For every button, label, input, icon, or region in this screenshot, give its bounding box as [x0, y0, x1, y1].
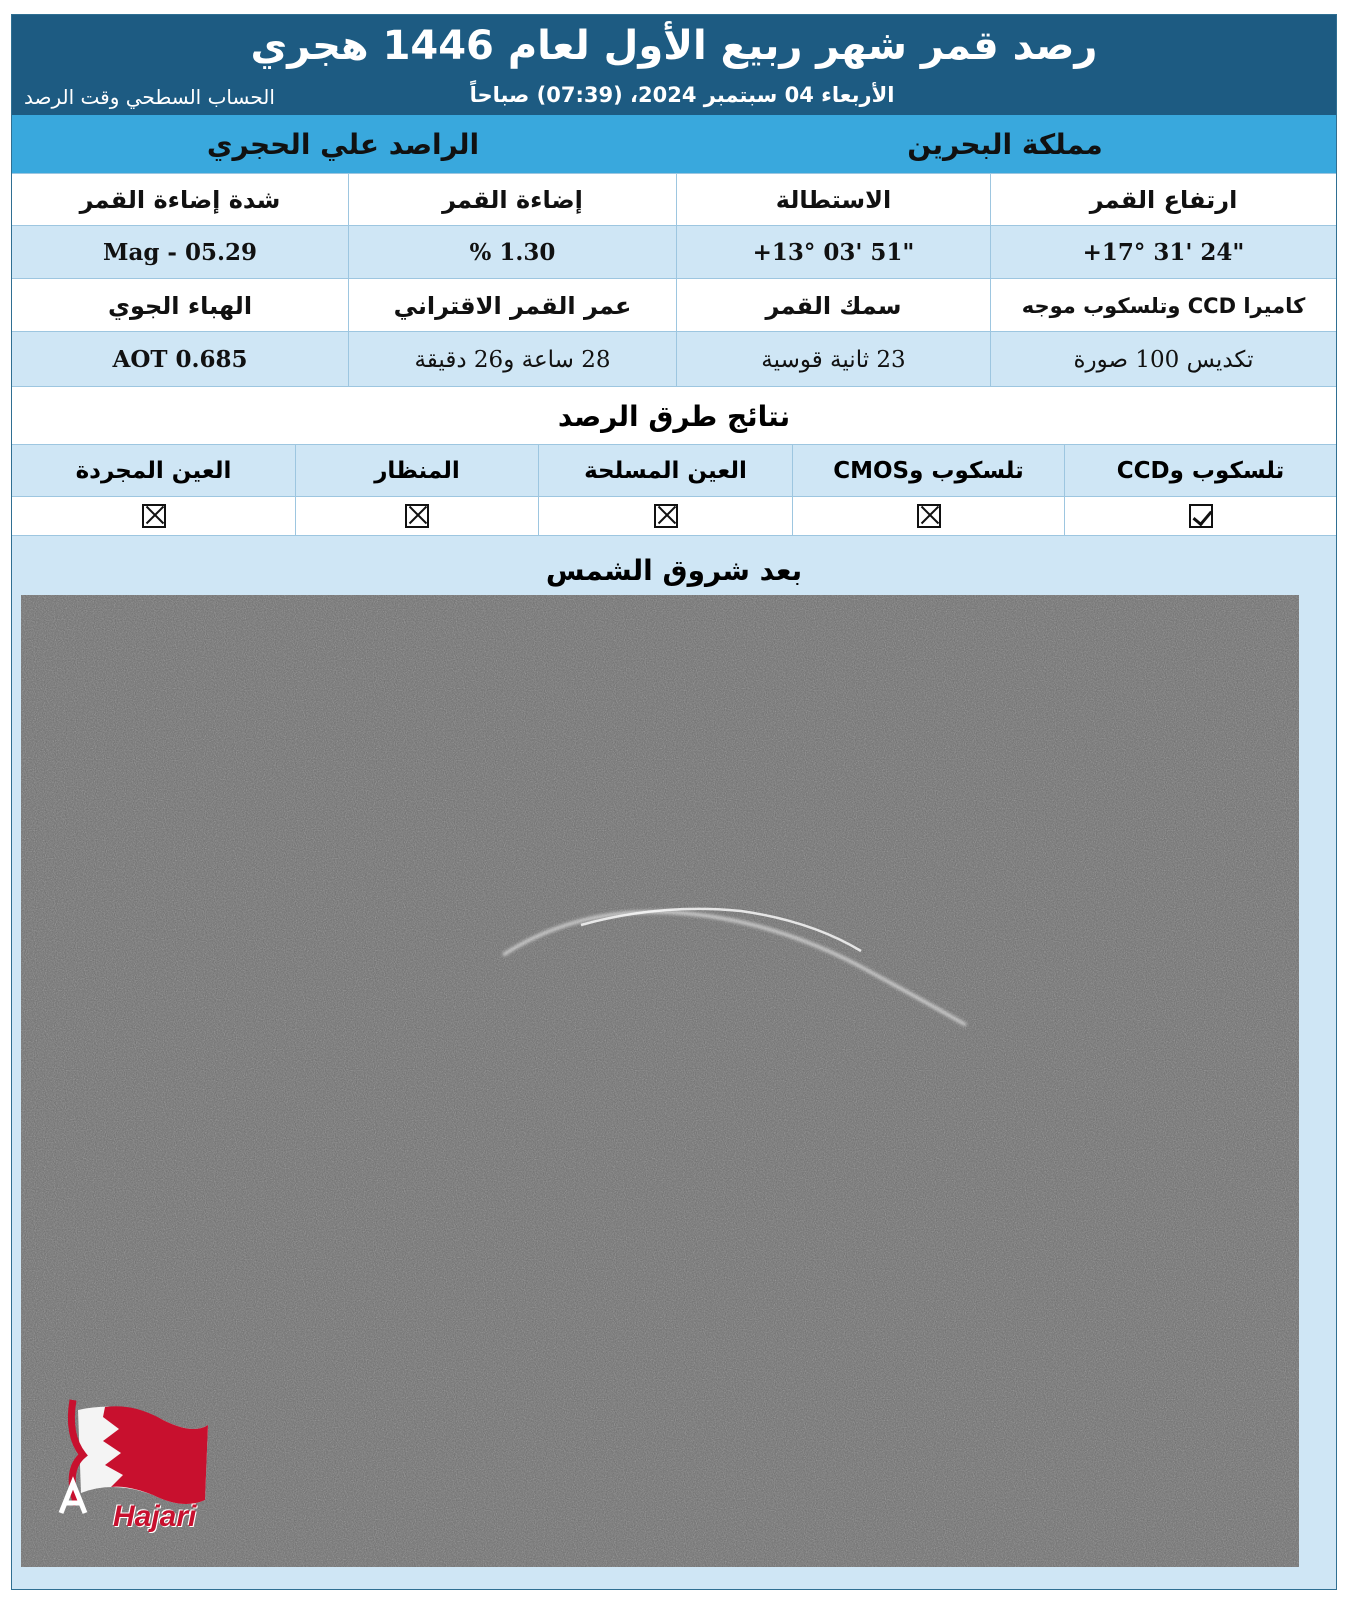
checks-row — [12, 496, 1336, 536]
illumination-header: إضاءة القمر — [348, 174, 676, 226]
stats-value-row-1 — [12, 225, 1336, 279]
method-telescope-ccd: تلسكوب وCCD — [1064, 445, 1336, 497]
stats-header-row-2 — [12, 278, 1336, 332]
checkbox-icon — [917, 504, 941, 528]
calculation-method: الحساب السطحي وقت الرصد — [24, 85, 275, 109]
checkbox-icon — [405, 504, 429, 528]
magnitude-header: شدة إضاءة القمر — [79, 186, 281, 214]
moon-photo — [21, 595, 1299, 1567]
observation-sheet — [11, 14, 1337, 1590]
observer-label: الراصد علي الحجري — [206, 127, 480, 161]
moon-altitude-header: ارتفاع القمر — [990, 174, 1336, 226]
equipment-header: كاميرا CCD وتلسكوب موجه — [990, 279, 1336, 332]
check-aided-eye — [538, 497, 792, 535]
title-bar — [12, 15, 1336, 115]
stats-header-row-1 — [12, 173, 1336, 226]
method-binoculars: المنظار — [295, 445, 538, 497]
stacking-value: تكديس 100 صورة — [990, 332, 1336, 387]
elongation-header: الاستطالة — [676, 174, 990, 226]
results-title: نتائج طرق الرصد — [12, 386, 1336, 445]
checkbox-icon — [1189, 504, 1213, 528]
illumination-value: % 1.30 — [348, 226, 676, 279]
moon-age-header: عمر القمر الاقتراني — [348, 279, 676, 332]
logo-text: Hajari — [113, 1500, 197, 1533]
page-title: رصد قمر شهر ربيع الأول لعام 1446 هجري — [250, 23, 1098, 69]
image-caption: بعد شروق الشمس — [545, 554, 803, 587]
aerosol-header: الهباء الجوي — [107, 291, 253, 320]
location-row — [12, 115, 1336, 173]
thickness-value: 23 ثانية قوسية — [676, 332, 990, 387]
check-telescope-cmos — [792, 497, 1064, 535]
hajari-logo — [43, 1395, 213, 1545]
moon-age-value: 28 ساعة و26 دقيقة — [348, 332, 676, 387]
checkbox-icon — [142, 504, 166, 528]
moon-altitude-value: +17° 31' 24" — [990, 226, 1336, 279]
methods-row — [12, 444, 1336, 497]
country-label: مملكة البحرين — [907, 127, 1103, 161]
aerosol-value: AOT 0.685 — [112, 346, 248, 373]
observation-date: الأربعاء 04 سبتمبر 2024، (07:39) صباحاً — [469, 83, 895, 107]
checkbox-icon — [654, 504, 678, 528]
check-telescope-ccd — [1064, 497, 1336, 535]
method-naked-eye: العين المجردة — [75, 458, 232, 484]
magnitude-value: Mag - 05.29 — [102, 239, 258, 266]
elongation-value: +13° 03' 51" — [676, 226, 990, 279]
stats-value-row-2 — [12, 331, 1336, 387]
thickness-header: سمك القمر — [676, 279, 990, 332]
method-telescope-cmos: تلسكوب وCMOS — [792, 445, 1064, 497]
method-aided-eye: العين المسلحة — [538, 445, 792, 497]
check-binoculars — [295, 497, 538, 535]
check-naked-eye — [12, 497, 295, 535]
